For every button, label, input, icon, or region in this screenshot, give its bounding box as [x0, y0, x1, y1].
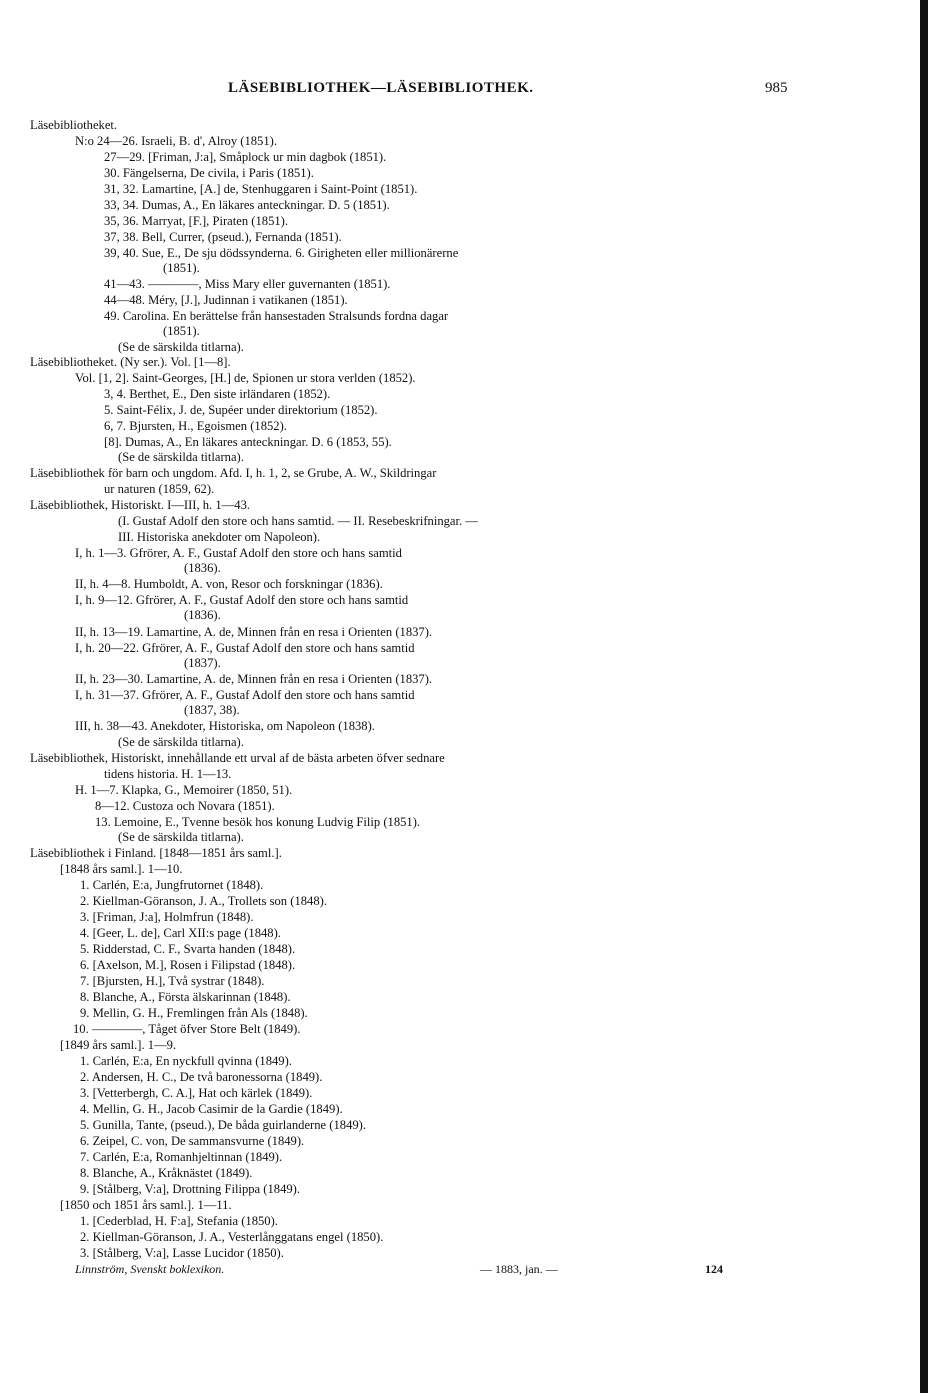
footer-source: Linnström, Svenskt boklexikon. [75, 1262, 225, 1276]
right-border [920, 0, 928, 1393]
text-line: III, h. 38—43. Anekdoter, Historiska, om Napoleon (1838). [75, 719, 375, 733]
text-line: (Se de särskilda titlarna). [118, 830, 244, 844]
text-line: 6. [Axelson, M.], Rosen i Filipstad (1848). [80, 958, 296, 972]
text-line: 3. [Friman, J:a], Holmfrun (1848). [80, 910, 254, 924]
text-line: 30. Fängelserna, De civila, i Paris (1851). [104, 166, 314, 180]
text-line: I, h. 31—37. Gfrörer, A. F., Gustaf Adolf den store och hans samtid [75, 688, 415, 702]
text-line: (I. Gustaf Adolf den store och hans samtid. — II. Resebeskrifningar. — [118, 514, 478, 528]
footer-date: — 1883, jan. — [480, 1262, 558, 1276]
text-line: 27—29. [Friman, J:a], Småplock ur min dagbok (1851). [104, 150, 387, 164]
text-line: 4. [Geer, L. de], Carl XII:s page (1848). [80, 926, 281, 940]
text-line: 1. [Cederblad, H. F:a], Stefania (1850). [80, 1214, 278, 1228]
text-line: 4. Mellin, G. H., Jacob Casimir de la Gardie (1849). [80, 1102, 343, 1116]
text-line: 7. Carlén, E:a, Romanhjeltinnan (1849). [80, 1150, 283, 1164]
text-line: 9. [Stålberg, V:a], Drottning Filippa (1849). [80, 1182, 301, 1196]
text-line: I, h. 1—3. Gfrörer, A. F., Gustaf Adolf den store och hans samtid [75, 546, 402, 560]
text-line: [8]. Dumas, A., En läkares anteckningar. D. 6 (1853, 55). [104, 435, 392, 449]
text-line: 8. Blanche, A., Första älskarinnan (1848). [80, 990, 291, 1004]
text-line: III. Historiska anekdoter om Napoleon). [118, 530, 321, 544]
text-line: II, h. 23—30. Lamartine, A. de, Minnen från en resa i Orienten (1837). [75, 672, 433, 686]
text-line: 3. [Stålberg, V:a], Lasse Lucidor (1850). [80, 1246, 284, 1260]
text-line: (1836). [184, 608, 221, 622]
page-number: 985 [765, 80, 788, 96]
text-line: 10. ————, Tåget öfver Store Belt (1849). [73, 1022, 301, 1036]
text-line: ur naturen (1859, 62). [104, 482, 215, 496]
text-line: II, h. 13—19. Lamartine, A. de, Minnen från en resa i Orienten (1837). [75, 625, 433, 639]
text-line: 5. Gunilla, Tante, (pseud.), De båda guirlanderne (1849). [80, 1118, 367, 1132]
text-line: 1. Carlén, E:a, Jungfrutornet (1848). [80, 878, 264, 892]
text-line: 8—12. Custoza och Novara (1851). [95, 799, 275, 813]
text-line: (1851). [163, 261, 200, 275]
text-line: Läsebibliotheket. (Ny ser.). Vol. [1—8]. [30, 355, 231, 369]
page-title: LÄSEBIBLIOTHEK—LÄSEBIBLIOTHEK. [228, 80, 534, 96]
text-line: Läsebibliothek för barn och ungdom. Afd. I, h. 1, 2, se Grube, A. W., Skildringar [30, 466, 437, 480]
text-line: (1836). [184, 561, 221, 575]
text-line: N:o 24—26. Israeli, B. d', Alroy (1851). [75, 134, 277, 148]
text-line: (1837, 38). [184, 703, 240, 717]
text-line: (Se de särskilda titlarna). [118, 735, 244, 749]
text-line: 3, 4. Berthet, E., Den siste irländaren (1852). [104, 387, 331, 401]
text-line: (Se de särskilda titlarna). [118, 340, 244, 354]
text-line: [1848 års saml.]. 1—10. [60, 862, 183, 876]
text-line: tidens historia. H. 1—13. [104, 767, 232, 781]
text-line: 8. Blanche, A., Kråknästet (1849). [80, 1166, 253, 1180]
text-line: 41—43. ————, Miss Mary eller guvernanten (1851). [104, 277, 391, 291]
text-line: 35, 36. Marryat, [F.], Piraten (1851). [104, 214, 289, 228]
text-line: Läsebibliothek, Historiskt, innehållande ett urval af de bästa arbeten öfver sednare [30, 751, 445, 765]
text-line: II, h. 4—8. Humboldt, A. von, Resor och forskningar (1836). [75, 577, 383, 591]
text-line: 6. Zeipel, C. von, De sammansvurne (1849). [80, 1134, 305, 1148]
text-line: [1849 års saml.]. 1—9. [60, 1038, 177, 1052]
text-line: 7. [Bjursten, H.], Två systrar (1848). [80, 974, 265, 988]
text-line: 5. Ridderstad, C. F., Svarta handen (1848). [80, 942, 296, 956]
text-line: Läsebibliotheket. [30, 118, 118, 132]
text-line: 2. Andersen, H. C., De två baronessorna (1849). [80, 1070, 323, 1084]
text-line: (Se de särskilda titlarna). [118, 450, 244, 464]
text-line: Läsebibliothek, Historiskt. I—III, h. 1—43. [30, 498, 251, 512]
footer-sheet-number: 124 [705, 1262, 723, 1276]
text-line: Läsebibliothek i Finland. [1848—1851 års saml.]. [30, 846, 282, 860]
text-line: 33, 34. Dumas, A., En läkares anteckningar. D. 5 (1851). [104, 198, 390, 212]
text-line: (1851). [163, 324, 200, 338]
text-line: I, h. 9—12. Gfrörer, A. F., Gustaf Adolf den store och hans samtid [75, 593, 409, 607]
text-line: 5. Saint-Félix, J. de, Supéer under direktorium (1852). [104, 403, 378, 417]
text-line: (1837). [184, 656, 221, 670]
text-line: 31, 32. Lamartine, [A.] de, Stenhuggaren i Saint-Point (1851). [104, 182, 418, 196]
text-line: [1850 och 1851 års saml.]. 1—11. [60, 1198, 232, 1212]
text-line: 2. Kiellman-Göranson, J. A., Vesterlånggatans engel (1850). [80, 1230, 384, 1244]
text-line: 49. Carolina. En berättelse från hansestaden Stralsunds fordna dagar [104, 309, 449, 323]
text-line: 3. [Vetterbergh, C. A.], Hat och kärlek (1849). [80, 1086, 313, 1100]
text-line: 44—48. Méry, [J.], Judinnan i vatikanen (1851). [104, 293, 348, 307]
text-line: 39, 40. Sue, E., De sju dödssynderna. 6. Girigheten eller millionärerne [104, 246, 459, 260]
text-line: 2. Kiellman-Göranson, J. A., Trollets son (1848). [80, 894, 327, 908]
text-line: Vol. [1, 2]. Saint-Georges, [H.] de, Spionen ur stora verlden (1852). [75, 371, 416, 385]
text-line: 1. Carlén, E:a, En nyckfull qvinna (1849). [80, 1054, 292, 1068]
text-line: 37, 38. Bell, Currer, (pseud.), Fernanda (1851). [104, 230, 342, 244]
text-line: 9. Mellin, G. H., Fremlingen från Als (1848). [80, 1006, 308, 1020]
text-line: I, h. 20—22. Gfrörer, A. F., Gustaf Adolf den store och hans samtid [75, 641, 415, 655]
text-line: 6, 7. Bjursten, H., Egoismen (1852). [104, 419, 287, 433]
text-line: 13. Lemoine, E., Tvenne besök hos konung Ludvig Filip (1851). [95, 815, 421, 829]
text-line: H. 1—7. Klapka, G., Memoirer (1850, 51). [75, 783, 293, 797]
